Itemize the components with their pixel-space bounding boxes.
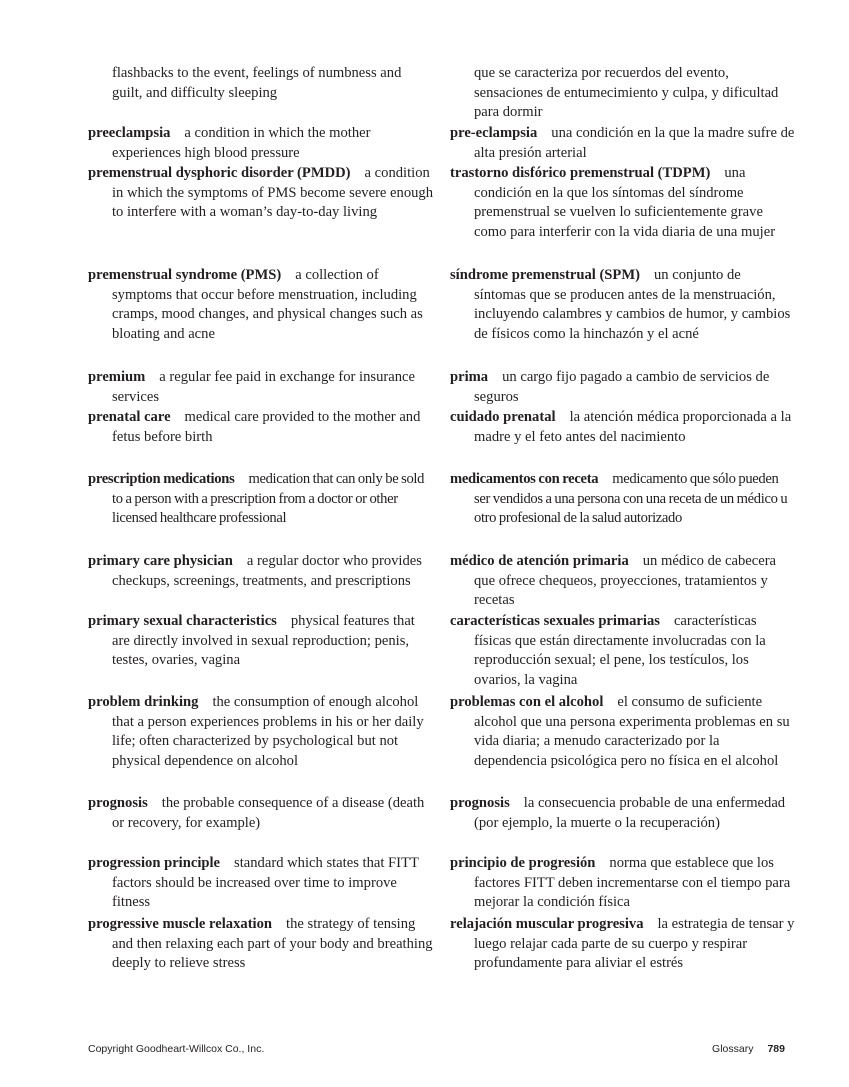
glossary-definition: norma que establece que los factores FITT deben incrementarse con el tiempo para mejorar la condición física	[474, 855, 791, 911]
glossary-definition: the strategy of tensing and then relaxing each part of your body and breathing deeply to relieve stress	[112, 916, 433, 972]
glossary-entry	[88, 266, 433, 344]
glossary-entry	[450, 368, 795, 407]
glossary-definition: características físicas que están directamente involucradas con la reproducción sexual; el pene, los testículos, los ovarios, la vagina	[474, 613, 766, 688]
glossary-term: premenstrual dysphoric disorder (PMDD)	[88, 165, 351, 181]
glossary-term: cuidado prenatal	[450, 409, 556, 425]
glossary-entry	[88, 915, 433, 974]
glossary-term: prognosis	[88, 795, 148, 811]
glossary-term: primary sexual characteristics	[88, 613, 277, 629]
glossary-entry	[88, 552, 433, 591]
glossary-term: principio de progresión	[450, 855, 596, 871]
glossary-definition: un médico de cabecera que ofrece chequeos, proyecciones, tratamientos y recetas	[474, 553, 777, 609]
glossary-entry	[450, 552, 795, 611]
glossary-definition: una condición en la que los síntomas del síndrome premenstrual se vuelven lo suficientemente grave como para interferir con la vida diaria de una mujer	[474, 165, 776, 240]
glossary-entry	[88, 693, 433, 771]
glossary-entry	[88, 408, 433, 447]
glossary-definition: el consumo de suficiente alcohol que una persona experimenta problemas en su vida diaria; a menudo caracterizado por la dependencia psicológica pero no física en el alcohol	[474, 694, 790, 769]
glossary-entry	[450, 470, 795, 529]
glossary-entry	[450, 612, 795, 690]
page-number: 789	[767, 1043, 785, 1055]
glossary-entry	[450, 124, 795, 163]
glossary-definition: a condition in which the symptoms of PMS become severe enough to interfere with a woman’s day-to-day living	[112, 165, 434, 221]
glossary-definition: a regular doctor who provides checkups, screenings, treatments, and prescriptions	[112, 553, 422, 589]
glossary-term: médico de atención primaria	[450, 553, 629, 569]
glossary-entry	[88, 854, 433, 913]
glossary-entry	[450, 164, 795, 242]
glossary-entry	[88, 470, 433, 529]
glossary-definition: medical care provided to the mother and fetus before birth	[112, 409, 421, 445]
glossary-term: características sexuales primarias	[450, 613, 660, 629]
glossary-entry	[450, 266, 795, 344]
glossary-definition: medicamento que sólo pueden ser vendidos a una persona con una receta de un médico u otro profesional de la salud autorizado	[474, 471, 788, 527]
glossary-definition: la consecuencia probable de una enfermedad (por ejemplo, la muerte o la recuperación)	[474, 795, 786, 831]
glossary-continuation: que se caracteriza por recuerdos del evento, sensaciones de entumecimiento y culpa, y dificultad para dormir	[474, 65, 779, 121]
glossary-definition: physical features that are directly involved in sexual reproduction; penis, testes, ovaries, vagina	[112, 613, 415, 669]
glossary-definition: standard which states that FITT factors should be increased over time to improve fitness	[112, 855, 419, 911]
glossary-definition: the probable consequence of a disease (death or recovery, for example)	[112, 795, 425, 831]
glossary-term: premenstrual syndrome (PMS)	[88, 267, 282, 283]
glossary-entry	[88, 368, 433, 407]
glossary-definition: the consumption of enough alcohol that a person experiences problems in his or her daily life; often characterized by psychological but not physical dependence on alcohol	[112, 694, 424, 769]
glossary-definition: un cargo fijo pagado a cambio de servicios de seguros	[474, 369, 770, 405]
glossary-entry	[88, 124, 433, 163]
glossary-term: síndrome premenstrual (SPM)	[450, 267, 640, 283]
glossary-definition: a condition in which the mother experiences high blood pressure	[112, 125, 371, 161]
glossary-term: progressive muscle relaxation	[88, 916, 273, 932]
glossary-entry	[88, 164, 433, 223]
glossary-term: progression principle	[88, 855, 221, 871]
glossary-term: problemas con el alcohol	[450, 694, 604, 710]
page-footer	[88, 1043, 785, 1055]
glossary-term: prognosis	[450, 795, 510, 811]
glossary-continuation: flashbacks to the event, feelings of numbness and guilt, and difficulty sleeping	[112, 65, 402, 101]
section-label: Glossary	[712, 1043, 754, 1055]
glossary-entry	[88, 794, 433, 833]
glossary-term: prima	[450, 369, 489, 385]
glossary-definition: la estrategia de tensar y luego relajar cada parte de su cuerpo y respirar profundamente para aliviar el estrés	[474, 916, 795, 972]
glossary-entry	[88, 612, 433, 671]
glossary-term: primary care physician	[88, 553, 233, 569]
glossary-term: preeclampsia	[88, 125, 171, 141]
glossary-definition: a collection of symptoms that occur before menstruation, including cramps, mood changes, and physical changes such as bloating and acne	[112, 267, 423, 342]
glossary-entry	[450, 915, 795, 974]
glossary-entry	[450, 794, 795, 833]
glossary-term: pre-eclampsia	[450, 125, 538, 141]
running-footer	[712, 1043, 785, 1055]
glossary-definition: a regular fee paid in exchange for insurance services	[112, 369, 415, 405]
glossary-definition: medication that can only be sold to a person with a prescription from a doctor or other licensed healthcare professional	[112, 471, 425, 527]
glossary-term: problem drinking	[88, 694, 199, 710]
glossary-definition: un conjunto de síntomas que se producen antes de la menstruación, incluyendo calambres y cambios de humor, y cambios de físicos como la hinchazón y el acné	[474, 267, 791, 342]
glossary-term: trastorno disfórico premenstrual (TDPM)	[450, 165, 711, 181]
glossary-definition: una condición en la que la madre sufre de alta presión arterial	[474, 125, 795, 161]
glossary-term: medicamentos con receta	[450, 471, 599, 487]
glossary-term: prenatal care	[88, 409, 171, 425]
glossary-entry	[450, 408, 795, 447]
copyright-notice: Copyright Goodheart-Willcox Co., Inc.	[88, 1043, 265, 1055]
glossary-term: relajación muscular progresiva	[450, 916, 644, 932]
glossary-entry	[450, 693, 795, 771]
glossary-term: prescription medications	[88, 471, 235, 487]
glossary-entry	[450, 854, 795, 913]
glossary-term: premium	[88, 369, 146, 385]
glossary-definition: la atención médica proporcionada a la madre y el feto antes del nacimiento	[474, 409, 792, 445]
